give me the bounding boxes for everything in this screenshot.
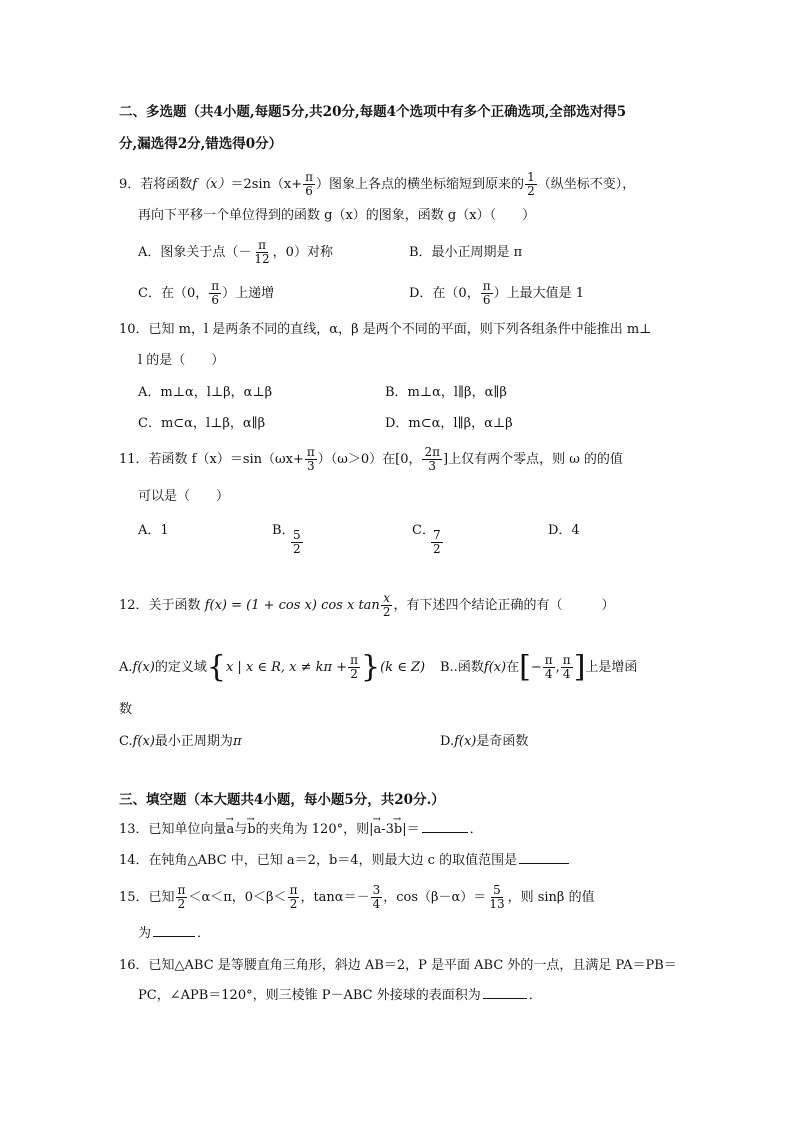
question-9-stem-cont: 再向下平移一个单位得到的函数 g（x）的图象，函数 g（x）（ ） [138, 208, 536, 223]
fraction-pi-over-2 [288, 884, 300, 911]
numerator: 3 [372, 883, 381, 897]
vector-b: → b [394, 820, 402, 840]
text: 14．在钝角△ABC 中，已知 a＝2，b＝4，则最大边 c 的取值范围是 [119, 853, 518, 868]
question-11-stem-cont: 可以是（ ） [138, 489, 230, 504]
fraction [481, 280, 493, 307]
numerator: π [177, 883, 186, 897]
denominator: 4 [372, 897, 381, 911]
text: ）图象上各点的横坐标缩短到原来的 [316, 177, 525, 192]
numerator: π [258, 238, 266, 252]
question-12-stem [119, 588, 614, 624]
fraction-pi-over-4 [561, 654, 573, 681]
left-brace-icon: { [206, 649, 226, 685]
vector-a: → a [373, 820, 381, 840]
text: ]上仅有两个零点，则 ω 的的值 [443, 452, 623, 467]
text: ）（ω＞0）在[0， [317, 452, 422, 467]
section-title-multiple-choice-cont: 分,漏选得2分,错选得0分） [119, 136, 283, 152]
text: 为 [138, 926, 152, 941]
q11-option-c [412, 521, 441, 561]
q12-option-d [440, 732, 528, 752]
numerator: π [350, 653, 359, 667]
text: 是奇函数 [476, 734, 529, 749]
set-condition: (k ∈ Z) [380, 660, 426, 675]
text: ，tanα＝－ [300, 890, 370, 905]
text: ，有下述四个结论正确的有（ ） [393, 598, 615, 613]
fraction-pi-over-2 [348, 654, 360, 681]
minus-sign: − [530, 660, 542, 675]
question-15 [119, 880, 595, 916]
text: 最小正周期为 [154, 734, 233, 749]
question-10-stem: 10．已知 m，l 是两条不同的直线，α，β 是两个不同的平面，则下列各组条件中能推出 m⊥ [119, 322, 652, 337]
q10-option-b: B．m⊥α，l∥β，α∥β [385, 385, 507, 400]
denominator: 3 [306, 459, 315, 473]
vector-a: → a [227, 820, 235, 840]
fraction [209, 280, 221, 307]
numerator: π [544, 653, 553, 667]
text: 的夹角为 120°，则| [255, 822, 374, 837]
text: B..函数 [440, 660, 484, 675]
pi-symbol: π [232, 734, 242, 749]
fraction [431, 529, 443, 556]
q11-option-a: A．1 [138, 523, 169, 538]
text: ＝2sin（x+ [230, 177, 303, 192]
numerator: π [305, 170, 314, 184]
text: B． [272, 523, 295, 538]
q10-option-a: A．m⊥α，l⊥β，α⊥β [138, 385, 273, 400]
question-11-stem [119, 443, 623, 477]
q10-option-d: D．m⊂α，l∥β，α⊥β [385, 416, 513, 431]
numerator: 5 [293, 528, 301, 542]
q10-option-c: C．m⊂α，l⊥β，α∥β [138, 416, 266, 431]
q9-option-c [138, 277, 274, 311]
text: 15．已知 [119, 890, 175, 905]
question-number: 9． [119, 177, 141, 192]
text: ． [197, 926, 211, 941]
function-name: f(x) [483, 660, 507, 675]
text: A．图象关于点（－ [138, 245, 252, 260]
q12-option-a [119, 648, 425, 688]
text: C．在（0， [138, 286, 209, 301]
question-14 [119, 851, 571, 871]
numerator: 1 [527, 170, 535, 184]
function-name: f(x) [454, 734, 477, 749]
fraction-x-over-2 [381, 592, 393, 619]
vector-b: → b [247, 820, 255, 840]
right-brace-icon: } [361, 649, 381, 685]
section-title-multiple-choice: 二、多选题（共4小题,每题5分,共20分,每题4个选项中有多个正确选项,全部选对得5 [119, 104, 627, 120]
numerator: x [383, 591, 391, 605]
denominator: 13 [489, 897, 505, 911]
question-15-cont [138, 924, 210, 944]
numerator: π [482, 279, 491, 293]
question-16-cont [138, 986, 542, 1006]
answer-blank[interactable] [483, 986, 527, 999]
text: 若将函数 [140, 177, 193, 192]
set-expression: x | x ∈ R, x ≠ kπ + [225, 660, 348, 675]
denominator: 2 [527, 184, 535, 198]
text: |＝ [402, 822, 420, 837]
numerator: π [562, 653, 571, 667]
denominator: 2 [433, 542, 441, 556]
question-10-stem-cont: l 的是（ ） [138, 353, 225, 368]
answer-blank[interactable] [519, 851, 569, 864]
text: -3 [381, 822, 394, 837]
text: 在 [506, 660, 520, 675]
denominator: 3 [428, 459, 437, 473]
fraction-5-over-13 [487, 884, 506, 911]
section-title-fill-in: 三、填空题（本大题共4小题，每小题5分，共20分.） [119, 792, 445, 808]
text: ＜α＜π，0＜β＜ [188, 890, 287, 905]
numerator: π [306, 445, 315, 459]
text: ）上递增 [222, 286, 275, 301]
fraction [252, 239, 271, 266]
denominator: 2 [382, 605, 391, 619]
denominator: 6 [305, 184, 313, 198]
answer-blank[interactable] [153, 924, 195, 937]
numerator: 5 [493, 883, 501, 897]
text: 与 [234, 822, 248, 837]
question-9-stem [119, 168, 635, 202]
fraction-pi-over-2 [176, 884, 188, 911]
q9-option-a [138, 236, 333, 270]
function-expression: f(x) = (1 + cos x) cos x tan [204, 598, 380, 613]
text: ）上最大值是 1 [493, 286, 584, 301]
text: 上是增函 [585, 660, 638, 675]
q9-option-d [409, 277, 584, 311]
text: ． [528, 988, 542, 1003]
text: （纵坐标不变）， [537, 177, 636, 192]
q12-option-b: B..函数f(x)在[− $\frac{\pi}{4}$ , $\frac{\pi}{4}$ ]上是增函 [440, 649, 638, 685]
denominator: 2 [289, 897, 298, 911]
q11-option-b [272, 521, 301, 561]
q9-option-b: B．最小正周期是 π [409, 245, 523, 260]
fraction-pi-over-3 [305, 446, 317, 473]
q12-option-c [119, 732, 241, 752]
text: D．在（0， [409, 286, 480, 301]
text: 12．关于函数 [119, 598, 201, 613]
denominator: 6 [211, 293, 219, 307]
numerator: π [289, 883, 298, 897]
denominator: 2 [350, 667, 358, 681]
fraction-2pi-over-3 [422, 446, 442, 473]
question-13 [119, 820, 483, 840]
fraction-pi-over-4 [543, 654, 555, 681]
text: C． [412, 523, 435, 538]
denominator: 12 [254, 252, 270, 266]
denominator: 6 [482, 293, 491, 307]
denominator: 2 [293, 542, 301, 556]
fraction-one-half [525, 171, 537, 198]
numerator: 2π [424, 445, 440, 459]
fraction-pi-over-6 [303, 171, 315, 198]
text: A. [119, 660, 133, 675]
function-name: f(x) [132, 660, 155, 675]
text: 的定义域 [154, 660, 207, 675]
fraction [291, 529, 303, 556]
text: 11．若函数 f（x）＝sin（ωx+ [119, 452, 304, 467]
right-bracket-icon: ] [573, 649, 586, 685]
text: PC，∠APB＝120°，则三棱锥 P－ABC 外接球的表面积为 [138, 988, 481, 1003]
denominator: 2 [177, 897, 186, 911]
text: D. [440, 734, 455, 749]
text: ，0）对称 [272, 245, 333, 260]
numerator: π [211, 279, 220, 293]
text: ． [469, 822, 483, 837]
answer-blank[interactable] [422, 820, 468, 833]
q12-option-b-cont: 数 [119, 702, 133, 717]
text: C. [119, 734, 133, 749]
left-bracket-icon: [ [519, 649, 531, 685]
function-name: f(x) [132, 734, 155, 749]
fraction-3-over-4 [371, 884, 383, 911]
denominator: 4 [544, 667, 553, 681]
question-16: 16．已知△ABC 是等腰直角三角形，斜边 AB＝2，P 是平面 ABC 外的一点，且满足 PA＝PB＝ [119, 958, 677, 973]
function-name: f（x） [192, 177, 231, 192]
q11-option-d: D．4 [548, 523, 580, 538]
text: 13．已知单位向量 [119, 822, 227, 837]
text: ，cos（β－α）＝ [383, 890, 487, 905]
numerator: 7 [433, 528, 441, 542]
denominator: 4 [562, 667, 571, 681]
text: ，则 sinβ 的值 [507, 890, 595, 905]
